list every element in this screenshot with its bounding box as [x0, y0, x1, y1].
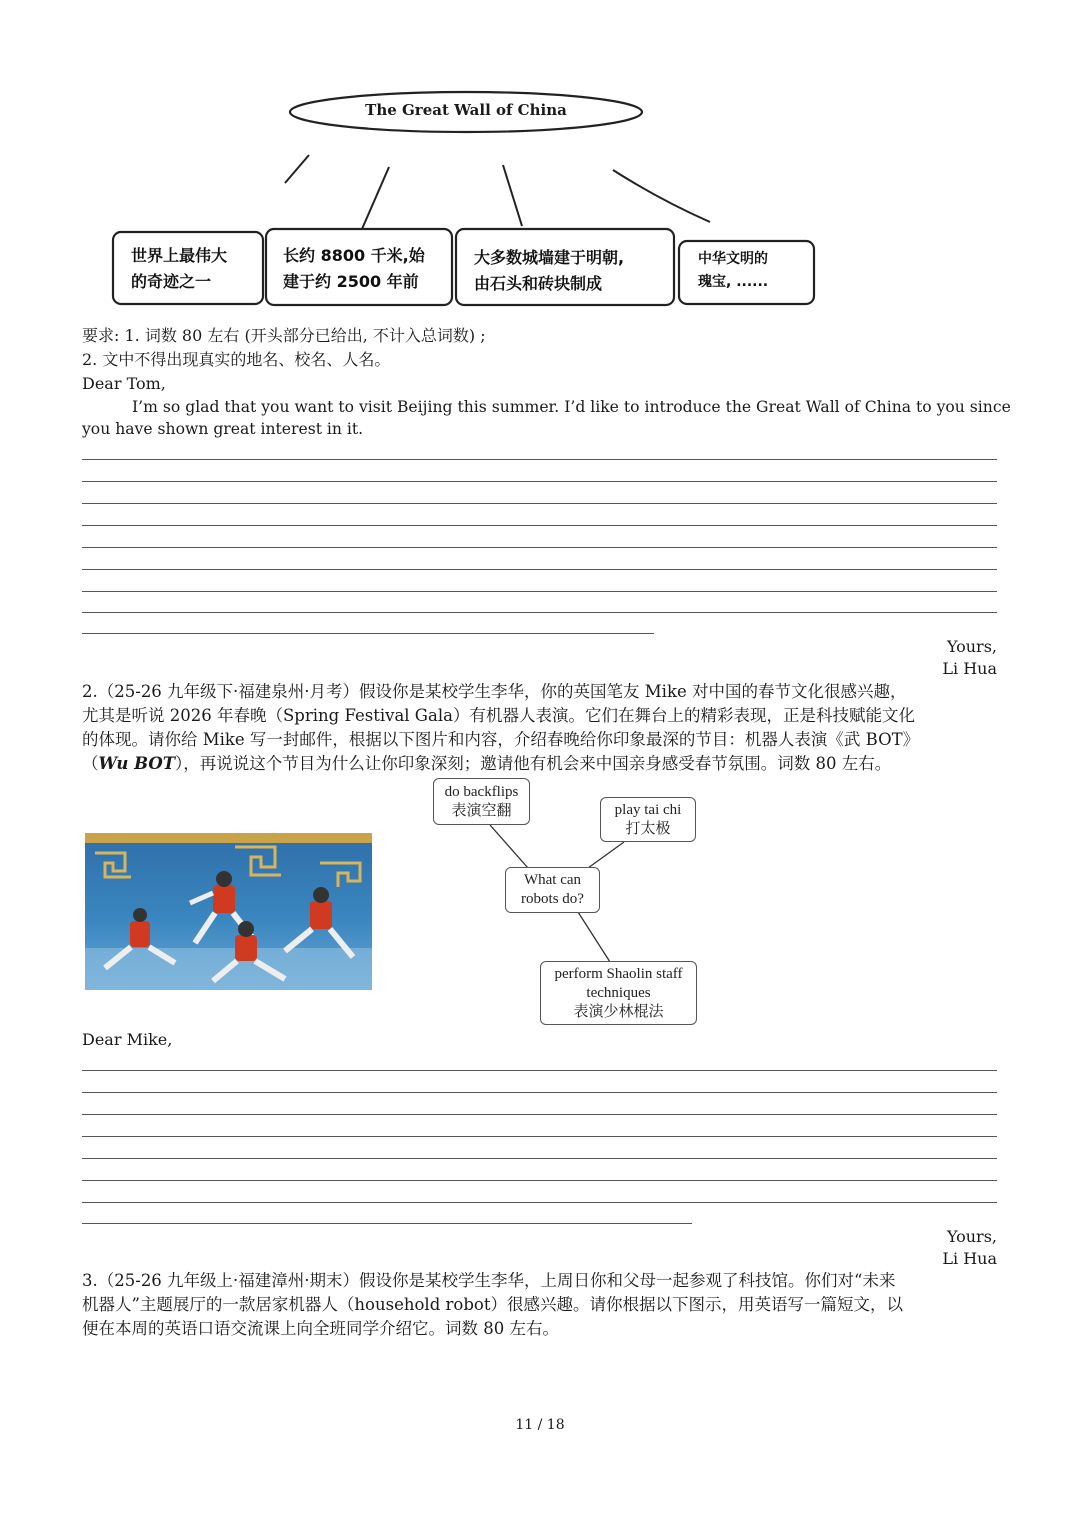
q2-prompt-line-2: 尤其是听说 2026 年春晚（Spring Festival Gala）有机器人表演。它们在舞台上的精彩表现，正是科技赋能文化 — [82, 706, 915, 725]
mindmap-taichi — [600, 797, 696, 842]
box-1-line-2: 的奇迹之一 — [131, 272, 212, 291]
q1-closing: Yours, — [946, 637, 997, 656]
q2-greeting: Dear Mike, — [82, 1030, 173, 1049]
q2-prompt-line-4-rest: ），再说说这个节目为什么让你印象深刻；邀请他有机会来中国亲身感受春节氛围。词数 80 左右。 — [175, 754, 892, 773]
writing-line — [82, 1202, 997, 1203]
diagram-title: The Great Wall of China — [365, 101, 567, 119]
q2-signature: Li Hua — [942, 1249, 997, 1268]
box-4-line-1: 中华文明的 — [698, 251, 768, 267]
q3-prompt — [82, 1269, 1002, 1341]
q2-paren-open: （ — [82, 754, 99, 773]
mindmap-shaolin-line-1: perform Shaolin staff — [554, 965, 683, 982]
mindmap-backflips — [433, 778, 530, 825]
writing-line — [82, 1114, 997, 1115]
box-2-line-1: 长约 8800 千米,始 — [283, 246, 425, 265]
q3-prompt-line-2: 机器人”主题展厅的一款居家机器人（household robot）很感兴趣。请你根据以下图示，用英语写一篇短文，以 — [82, 1295, 903, 1314]
q2-prompt-line-1: 2.（25-26 九年级下·福建泉州·月考）假设你是某校学生李华，你的英国笔友 Mike 对中国的春节文化很感兴趣， — [82, 682, 907, 701]
q1-greeting: Dear Tom, — [82, 374, 166, 393]
mindmap-shaolin-line-2: techniques — [586, 984, 651, 1001]
writing-line — [82, 1136, 997, 1137]
mindmap-shaolin-line-3: 表演少林棍法 — [573, 1003, 664, 1020]
mindmap-center-line-2: robots do? — [521, 891, 584, 907]
q3-prompt-line-1: 3.（25-26 九年级上·福建漳州·期末）假设你是某校学生李华，上周日你和父母一起参观了科技馆。你们对“未来 — [82, 1271, 896, 1290]
writing-line — [82, 1223, 692, 1224]
writing-line — [82, 1092, 997, 1093]
q2-wu-bot-italic: Wu BOT — [98, 754, 176, 773]
mindmap-shaolin — [540, 961, 697, 1025]
q1-body-line-2: you have shown great interest in it. — [82, 420, 364, 438]
mindmap-backflips-en: do backflips — [444, 783, 519, 800]
box-3-line-1: 大多数城墙建于明朝, — [474, 248, 625, 267]
q1-body-line-1: I’m so glad that you want to visit Beijing this summer. I’d like to introduce the Great Wall of China to you since — [132, 398, 1011, 416]
box-3-line-2: 由石头和砖块制成 — [474, 274, 603, 293]
mindmap-taichi-en: play tai chi — [614, 801, 682, 818]
mindmap-taichi-zh: 打太极 — [625, 820, 671, 837]
q2-prompt-line-3: 的体现。请你给 Mike 写一封邮件，根据以下图片和内容，介绍春晚给你印象最深的节目：机器人表演《武 BOT》 — [82, 730, 920, 749]
writing-line — [82, 1158, 997, 1159]
q1-requirement-1: 要求: 1. 词数 80 左右 (开头部分已给出, 不计入总词数) ; — [82, 326, 486, 345]
q3-prompt-line-3: 便在本周的英语口语交流课上向全班同学介绍它。词数 80 左右。 — [82, 1319, 559, 1338]
q2-closing: Yours, — [946, 1227, 997, 1246]
q1-signature: Li Hua — [942, 659, 997, 678]
page-number: 11 / 18 — [515, 1417, 565, 1433]
q1-requirement-2: 2. 文中不得出现真实的地名、校名、人名。 — [82, 350, 391, 369]
mindmap-center — [505, 867, 600, 913]
box-4-line-2: 瑰宝, ...... — [698, 274, 769, 290]
box-2-line-2: 建于约 2500 年前 — [283, 272, 419, 291]
mindmap-center-line-1: What can — [523, 872, 582, 888]
box-1-line-1: 世界上最伟大 — [131, 246, 228, 265]
writing-line — [82, 1180, 997, 1181]
mindmap-backflips-zh: 表演空翻 — [451, 802, 512, 819]
writing-line — [82, 1070, 997, 1071]
